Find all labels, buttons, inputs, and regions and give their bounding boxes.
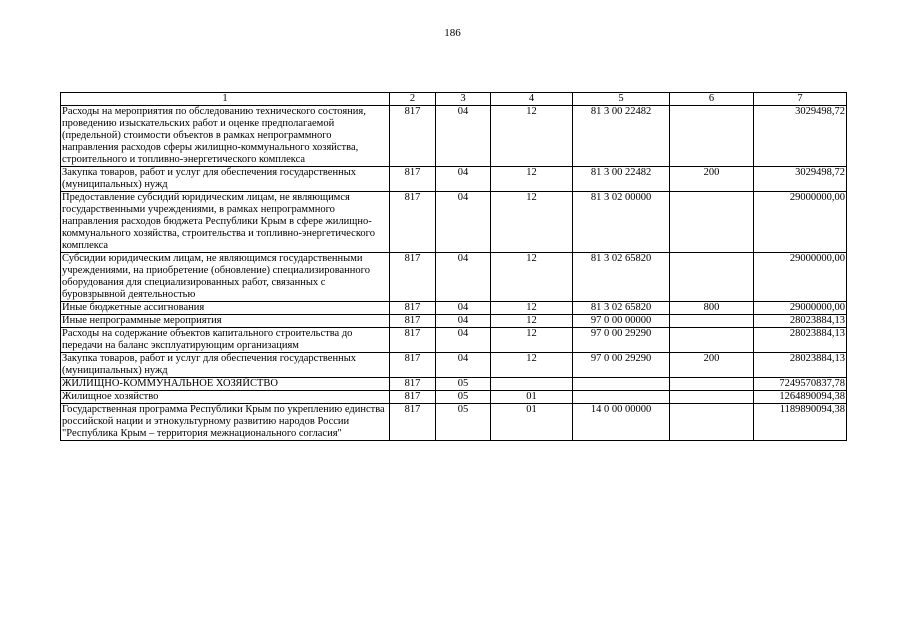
amount: 29000000,00 (754, 302, 847, 315)
table-row (61, 353, 847, 378)
expense-type-code (670, 328, 754, 353)
razdel-code: 04 (436, 167, 491, 192)
target-article-code: 81 3 00 22482 (573, 106, 670, 167)
expense-type-code (670, 391, 754, 404)
vedomstvo-code: 817 (390, 378, 436, 391)
vedomstvo-code: 817 (390, 106, 436, 167)
budget-table (60, 92, 847, 441)
expense-name: Иные бюджетные ассигнования (61, 302, 390, 315)
target-article-code: 81 3 02 65820 (573, 253, 670, 302)
razdel-code: 04 (436, 192, 491, 253)
column-header: 5 (573, 93, 670, 106)
target-article-code: 81 3 02 00000 (573, 192, 670, 253)
table-row (61, 302, 847, 315)
vedomstvo-code: 817 (390, 353, 436, 378)
target-article-code (573, 378, 670, 391)
expense-name: Закупка товаров, работ и услуг для обеспечения государственных (муниципальных) нужд (61, 167, 390, 192)
vedomstvo-code: 817 (390, 391, 436, 404)
expense-type-code (670, 253, 754, 302)
column-header: 3 (436, 93, 491, 106)
podrazdel-code: 12 (491, 106, 573, 167)
column-header: 7 (754, 93, 847, 106)
razdel-code: 05 (436, 391, 491, 404)
expense-type-code (670, 315, 754, 328)
expense-name: Расходы на содержание объектов капитального строительства до передачи на баланс эксплуатирующим организациям (61, 328, 390, 353)
vedomstvo-code: 817 (390, 302, 436, 315)
page-number: 186 (444, 27, 461, 39)
expense-name: Иные непрограммные мероприятия (61, 315, 390, 328)
podrazdel-code: 01 (491, 391, 573, 404)
table-row (61, 404, 847, 441)
amount: 28023884,13 (754, 328, 847, 353)
expense-name: ЖИЛИЩНО-КОММУНАЛЬНОЕ ХОЗЯЙСТВО (61, 378, 390, 391)
razdel-code: 04 (436, 253, 491, 302)
razdel-code: 04 (436, 328, 491, 353)
razdel-code: 04 (436, 315, 491, 328)
podrazdel-code: 12 (491, 315, 573, 328)
expense-type-code (670, 106, 754, 167)
column-header: 4 (491, 93, 573, 106)
podrazdel-code: 12 (491, 192, 573, 253)
expense-type-code: 200 (670, 167, 754, 192)
amount: 1264890094,38 (754, 391, 847, 404)
table-body (61, 106, 847, 441)
expense-name: Расходы на мероприятия по обследованию технического состояния, проведению изыскательских работ и оценке предполагаемой (предельной) стоимости объектов в рамках непрограммного направления расходов сферы жилищно-коммунального хозяйства, строительного и топливно-энергетического комплекса (61, 106, 390, 167)
table-row (61, 192, 847, 253)
expense-name: Закупка товаров, работ и услуг для обеспечения государственных (муниципальных) нужд (61, 353, 390, 378)
table-row (61, 315, 847, 328)
target-article-code: 97 0 00 29290 (573, 353, 670, 378)
podrazdel-code: 12 (491, 302, 573, 315)
vedomstvo-code: 817 (390, 192, 436, 253)
table-row (61, 378, 847, 391)
table-row (61, 167, 847, 192)
table-row (61, 391, 847, 404)
amount: 1189890094,38 (754, 404, 847, 441)
expense-name: Государственная программа Республики Крым по укреплению единства российской нации и этнокультурному развитию народов России "Республика Крым – территория межнационального согласия" (61, 404, 390, 441)
table-header (61, 93, 847, 106)
table-row (61, 328, 847, 353)
vedomstvo-code: 817 (390, 328, 436, 353)
expense-name: Субсидии юридическим лицам, не являющимся государственными учреждениями, на приобретение (обновление) специализированного оборудования для специализированных работ, связанных с буровзрывной деятельностью (61, 253, 390, 302)
razdel-code: 05 (436, 378, 491, 391)
expense-type-code (670, 192, 754, 253)
podrazdel-code: 12 (491, 253, 573, 302)
podrazdel-code: 12 (491, 328, 573, 353)
amount: 28023884,13 (754, 353, 847, 378)
vedomstvo-code: 817 (390, 253, 436, 302)
razdel-code: 04 (436, 106, 491, 167)
target-article-code: 81 3 02 65820 (573, 302, 670, 315)
target-article-code: 81 3 00 22482 (573, 167, 670, 192)
razdel-code: 04 (436, 302, 491, 315)
vedomstvo-code: 817 (390, 404, 436, 441)
table-row (61, 253, 847, 302)
amount: 28023884,13 (754, 315, 847, 328)
amount: 7249570837,78 (754, 378, 847, 391)
razdel-code: 04 (436, 353, 491, 378)
table-row (61, 106, 847, 167)
podrazdel-code: 12 (491, 167, 573, 192)
podrazdel-code (491, 378, 573, 391)
amount: 3029498,72 (754, 106, 847, 167)
target-article-code: 97 0 00 29290 (573, 328, 670, 353)
razdel-code: 05 (436, 404, 491, 441)
vedomstvo-code: 817 (390, 315, 436, 328)
column-number-row (61, 93, 847, 106)
target-article-code: 14 0 00 00000 (573, 404, 670, 441)
column-header: 2 (390, 93, 436, 106)
podrazdel-code: 01 (491, 404, 573, 441)
column-header: 1 (61, 93, 390, 106)
expense-type-code (670, 378, 754, 391)
expense-name: Предоставление субсидий юридическим лицам, не являющимся государственными учреждениями, в рамках непрограммного направления расходов бюджета Республики Крым в сфере жилищно-коммунального хозяйства, строительства и топливно-энергетического комплекса (61, 192, 390, 253)
amount: 29000000,00 (754, 192, 847, 253)
column-header: 6 (670, 93, 754, 106)
target-article-code (573, 391, 670, 404)
amount: 29000000,00 (754, 253, 847, 302)
podrazdel-code: 12 (491, 353, 573, 378)
expense-type-code: 200 (670, 353, 754, 378)
vedomstvo-code: 817 (390, 167, 436, 192)
amount: 3029498,72 (754, 167, 847, 192)
expense-type-code (670, 404, 754, 441)
expense-type-code: 800 (670, 302, 754, 315)
target-article-code: 97 0 00 00000 (573, 315, 670, 328)
expense-name: Жилищное хозяйство (61, 391, 390, 404)
